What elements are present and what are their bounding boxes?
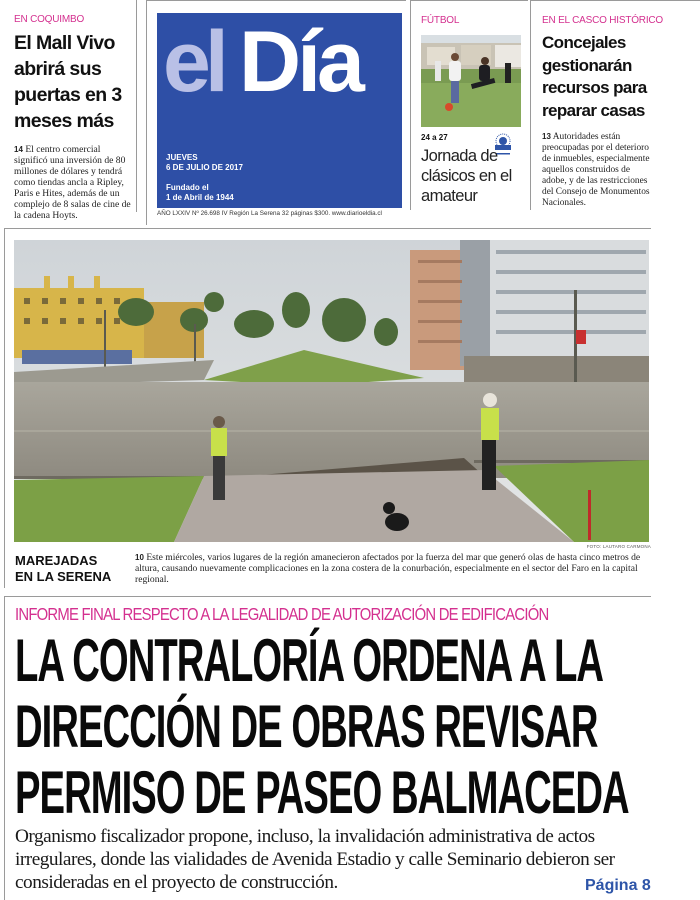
- feature-headline-line-2: EN LA SERENA: [15, 569, 112, 584]
- soccer-photo: [421, 35, 521, 127]
- caption-text: Este miércoles, varios lugares de la región amanecieron afectados por la fuerza del mar que generó olas de hasta cinco metros de altura, causando nuevamente complicaciones en la zona costera de la conurbación, especialmente en el sector del Faro en la capital regional.: [135, 552, 641, 585]
- main-headline-line-3: PERMISO DE PASEO BALMACEDA: [15, 759, 629, 826]
- photo-credit: FOTO: LAUTARO CARMONA: [586, 544, 651, 549]
- page-number: 10: [135, 553, 144, 562]
- feature-headline[interactable]: [15, 553, 111, 585]
- main-headline-line-1: LA CONTRALORÍA ORDENA A LA: [15, 627, 604, 694]
- story-headline[interactable]: Concejales gestionarán recursos para reparar casas: [542, 33, 647, 120]
- page-reference-link[interactable]: Página 8: [585, 877, 651, 894]
- logo-el: el: [163, 14, 223, 110]
- story-summary: [542, 131, 654, 209]
- issue-full-date: 6 DE JULIO DE 2017: [166, 163, 243, 172]
- main-dek: Organismo fiscalizador propone, incluso, la invalidación administrativa de actos irregulares, donde las vialidades de Avenida Estadio y calle Seminario debieron ser consideradas en el proyecto de construcción.: [15, 826, 615, 893]
- story-headline[interactable]: El Mall Vivo abrirá sus puertas en 3 meses más: [14, 32, 122, 132]
- story-body: Autoridades están preocupadas por el deterioro de inmuebles, especialmente aquellos construidos de adobe, y de las restricciones del Consejo de Monumentos Nacionales.: [542, 132, 650, 208]
- page-number: 13: [542, 132, 551, 141]
- page-number: 14: [14, 145, 23, 154]
- story-body: El centro comercial significó una inversión de 80 millones de dólares y tendrá como tiendas ancla a Ripley, Paris e Hites, además de un complejo de 8 salas de cine de la cadena Hoyts.: [14, 144, 131, 221]
- story-kicker: EN COQUIMBO: [14, 14, 85, 25]
- page-range: 24 a 27: [421, 133, 448, 142]
- story-casco-historico[interactable]: [530, 0, 700, 210]
- story-kicker: FÚTBOL: [421, 15, 460, 26]
- issue-day: JUEVES: [166, 153, 198, 162]
- main-headline-line-2: DIRECCIÓN DE OBRAS REVISAR: [15, 693, 598, 760]
- main-kicker: INFORME FINAL RESPECTO A LA LEGALIDAD DE AUTORIZACIÓN DE EDIFICACIÓN: [15, 604, 549, 624]
- story-summary: [14, 144, 136, 221]
- story-mall-vivo[interactable]: [0, 0, 136, 221]
- feature-photo-story[interactable]: [4, 228, 651, 588]
- main-story[interactable]: [4, 596, 651, 900]
- story-futbol[interactable]: [410, 0, 528, 210]
- logo-block[interactable]: [157, 13, 402, 208]
- founded-line-1: Fundado el: [166, 183, 209, 192]
- story-kicker: EN EL CASCO HISTÓRICO: [542, 15, 664, 26]
- masthead: [146, 0, 406, 225]
- issue-date: [166, 153, 243, 173]
- main-headline[interactable]: [15, 628, 629, 826]
- founded-info: [166, 183, 234, 203]
- column-divider: [136, 0, 137, 212]
- feature-caption: [135, 552, 650, 585]
- logo-dia: Día: [239, 14, 361, 110]
- flooded-street-photo: [14, 240, 649, 542]
- imprint-line: AÑO LXXIV Nº 26.698 IV Región La Serena 32 páginas $300. www.diarioeldia.cl: [157, 210, 382, 217]
- feature-headline-line-1: MAREJADAS: [15, 553, 98, 568]
- story-headline[interactable]: Jornada de clásicos en el amateur: [421, 147, 512, 205]
- founded-line-2: 1 de Abril de 1944: [166, 193, 234, 202]
